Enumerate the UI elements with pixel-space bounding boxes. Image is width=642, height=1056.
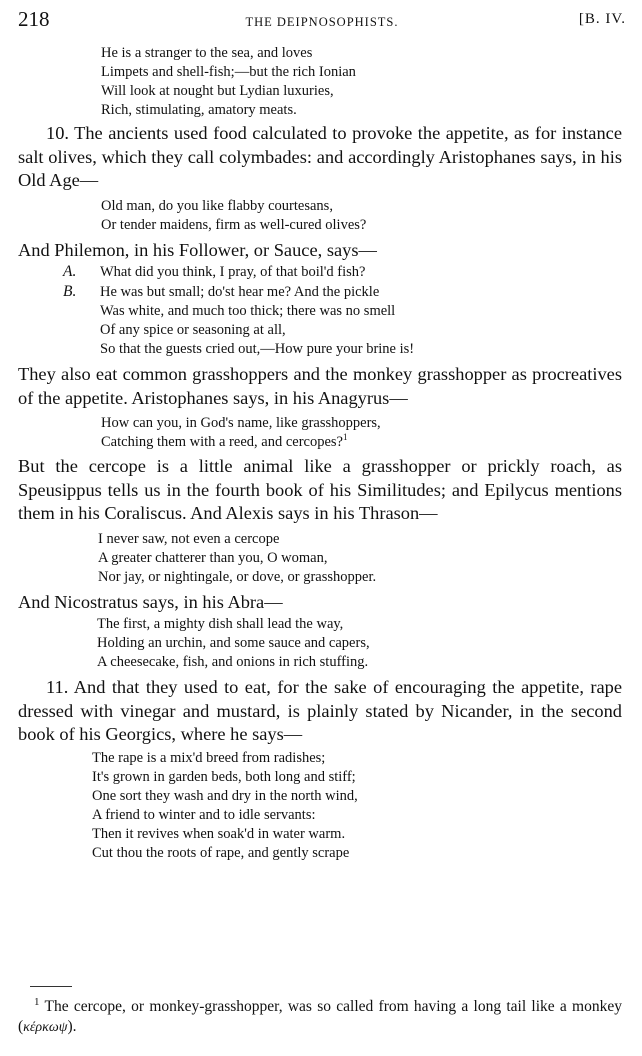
page-number: 218 (18, 7, 50, 31)
verse-block-abra (18, 615, 622, 672)
dialogue-text: What did you think, I pray, of that boil'd fish? (100, 264, 366, 280)
verse-line: The rape is a mix'd breed from radishes; (92, 749, 326, 766)
verse-line: Then it revives when soak'd in water warm. (92, 825, 346, 842)
verse-line: I never saw, not even a cercope (98, 530, 280, 547)
footnote-end: ). (67, 1018, 77, 1035)
verse-block-georgics (18, 749, 622, 863)
nicostratus-intro: And Nicostratus says, in his Abra— (18, 591, 283, 612)
paragraph-grasshoppers: They also eat common grasshoppers and the monkey grasshopper as procreatives of the appetite. Aristophanes says, in his Anagyrus— (18, 364, 622, 408)
paragraph-11: 11. And that they used to eat, for the sake of encouraging the appetite, rape dressed with vinegar and mustard, is plainly stated by Nicander, in the second book of his Georgics, where he says— (18, 677, 622, 744)
verse-block-thrason (18, 530, 622, 587)
footnote-text: The cercope, or monkey-grasshopper, was so called from having a long tail like a monkey ( (18, 998, 622, 1035)
verse-line (101, 433, 622, 452)
verse-line: Holding an urchin, and some sauce and capers, (97, 635, 370, 651)
verse-line: One sort they wash and dry in the north wind, (92, 787, 358, 804)
verse-line: A cheesecake, fish, and onions in rich stuffing. (97, 654, 369, 670)
speaker-a: A. (63, 263, 77, 280)
speaker-b: B. (63, 283, 77, 300)
verse-line: Rich, stimulating, amatory meats. (101, 102, 297, 118)
verse-line: Limpets and shell-fish;—but the rich Ionian (101, 64, 356, 80)
page-header (18, 5, 626, 35)
philemon-intro: And Philemon, in his Follower, or Sauce, says— (18, 239, 377, 260)
verse-line: Or tender maidens, firm as well-cured olives? (101, 216, 367, 233)
verse-line: Will look at nought but Lydian luxuries, (101, 83, 334, 99)
footnote-greek: κέρκωψ (23, 1020, 68, 1035)
verse-line: Cut thou the roots of rape, and gently scrape (92, 844, 350, 861)
dialogue-line-b (63, 282, 622, 302)
verse-line: A friend to winter and to idle servants: (92, 806, 316, 823)
dialogue-line-a (63, 262, 622, 282)
verse-block-old-age (18, 197, 622, 235)
verse-line: Nor jay, or nightingale, or dove, or grasshopper. (98, 568, 377, 585)
footnote-marker: 1 (342, 432, 348, 443)
verse-line: How can you, in God's name, like grasshoppers, (101, 415, 381, 431)
verse-block-anagyrus (18, 414, 622, 452)
verse-block-sea (18, 44, 622, 120)
verse-line: It's grown in garden beds, both long and stiff; (92, 768, 356, 785)
verse-text: Catching them with a reed, and cercopes? (101, 434, 343, 450)
verse-line: Old man, do you like flabby courtesans, (101, 197, 333, 214)
paragraph-cercope: But the cercope is a little animal like a grasshopper or prickly roach, as Speusippus tells us in the fourth book of his Similitudes; and Epilycus mentions them in his Coraliscus. And Alexis says in his Thrason— (18, 456, 622, 523)
dialogue-line: Was white, and much too thick; there was no smell (100, 303, 396, 319)
book-reference: [B. IV. (578, 11, 626, 27)
paragraph-10: 10. The ancients used food calculated to provoke the appetite, as for instance salt olives, which they call colymbades: and accordingly Aristophanes says, in his Old Age— (18, 123, 622, 190)
verse-line: A greater chatterer than you, O woman, (98, 549, 328, 566)
verse-line: The first, a mighty dish shall lead the way, (97, 616, 344, 632)
dialogue-block (18, 262, 622, 359)
footnote-number: 1 (34, 995, 40, 1008)
verse-line: He is a stranger to the sea, and loves (101, 45, 313, 61)
dialogue-text: He was but small; do'st hear me? And the pickle (100, 284, 380, 300)
footnote (18, 997, 622, 1038)
dialogue-line: Of any spice or seasoning at all, (100, 322, 286, 338)
dialogue-line: So that the guests cried out,—How pure your brine is! (100, 341, 415, 357)
page-body (18, 44, 622, 863)
running-title: THE DEIPNOSOPHISTS. (245, 15, 399, 29)
footnote-rule (30, 986, 72, 987)
